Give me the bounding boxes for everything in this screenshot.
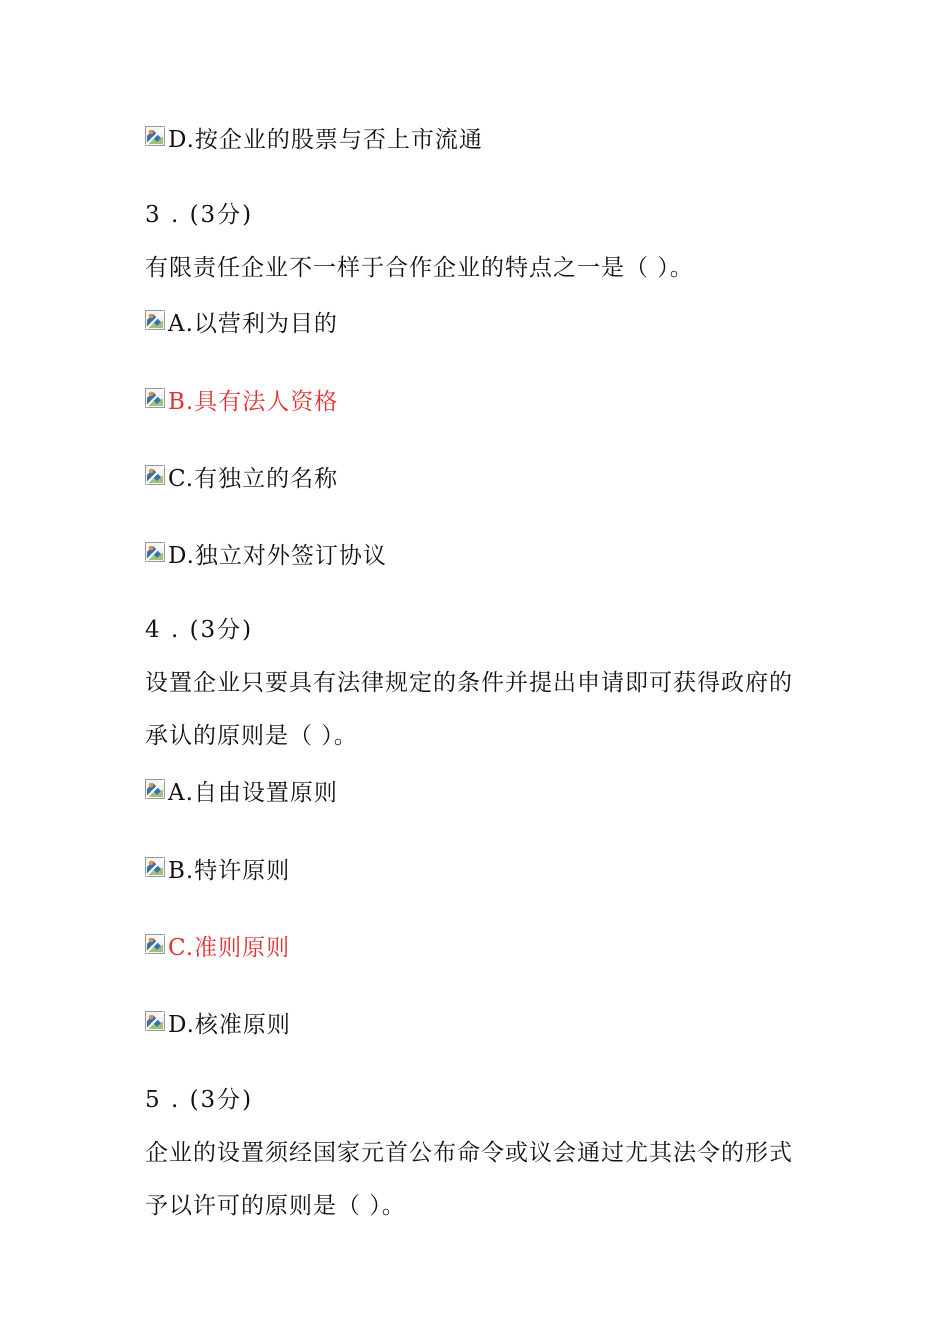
broken-image-icon	[145, 310, 165, 330]
option-q3-a[interactable]	[145, 309, 338, 339]
broken-image-icon	[145, 779, 165, 799]
option-label: C.准则原则	[168, 935, 291, 961]
option-q3-b[interactable]	[145, 387, 338, 417]
option-q4-a[interactable]	[145, 778, 338, 808]
question-number-3: 3 . (3分)	[145, 202, 254, 228]
option-q4-d[interactable]	[145, 1010, 291, 1040]
option-label: D.按企业的股票与否上市流通	[168, 127, 483, 153]
option-label: D.核准原则	[168, 1012, 291, 1038]
question-number-4: 4 . (3分)	[145, 617, 254, 643]
option-label: A.自由设置原则	[168, 780, 338, 806]
broken-image-icon	[145, 857, 165, 877]
option-label: A.以营利为目的	[168, 311, 338, 337]
broken-image-icon	[145, 388, 165, 408]
option-q4-c[interactable]	[145, 933, 290, 963]
broken-image-icon	[145, 934, 165, 954]
broken-image-icon	[145, 1011, 165, 1031]
option-label: C.有独立的名称	[168, 466, 339, 492]
question-number-5: 5 . (3分)	[145, 1087, 254, 1113]
broken-image-icon	[145, 126, 165, 146]
question-stem-4-line1: 设置企业只要具有法律规定的条件并提出申请即可获得政府的	[145, 670, 793, 696]
option-q3-c[interactable]	[145, 464, 338, 494]
option-label: B.特许原则	[168, 858, 291, 884]
option-q2-d[interactable]	[145, 125, 483, 155]
broken-image-icon	[145, 465, 165, 485]
question-stem-5-line1: 企业的设置须经国家元首公布命令或议会通过尤其法令的形式	[145, 1140, 793, 1166]
broken-image-icon	[145, 542, 165, 562]
option-q4-b[interactable]	[145, 856, 290, 886]
question-stem-5-line2: 予以许可的原则是（ ）。	[145, 1193, 406, 1219]
option-label: D.独立对外签订协议	[168, 543, 387, 569]
question-stem-3: 有限责任企业不一样于合作企业的特点之一是（ ）。	[145, 255, 694, 281]
option-label: B.具有法人资格	[168, 389, 339, 415]
question-stem-4-line2: 承认的原则是（ ）。	[145, 723, 358, 749]
option-q3-d[interactable]	[145, 541, 387, 571]
